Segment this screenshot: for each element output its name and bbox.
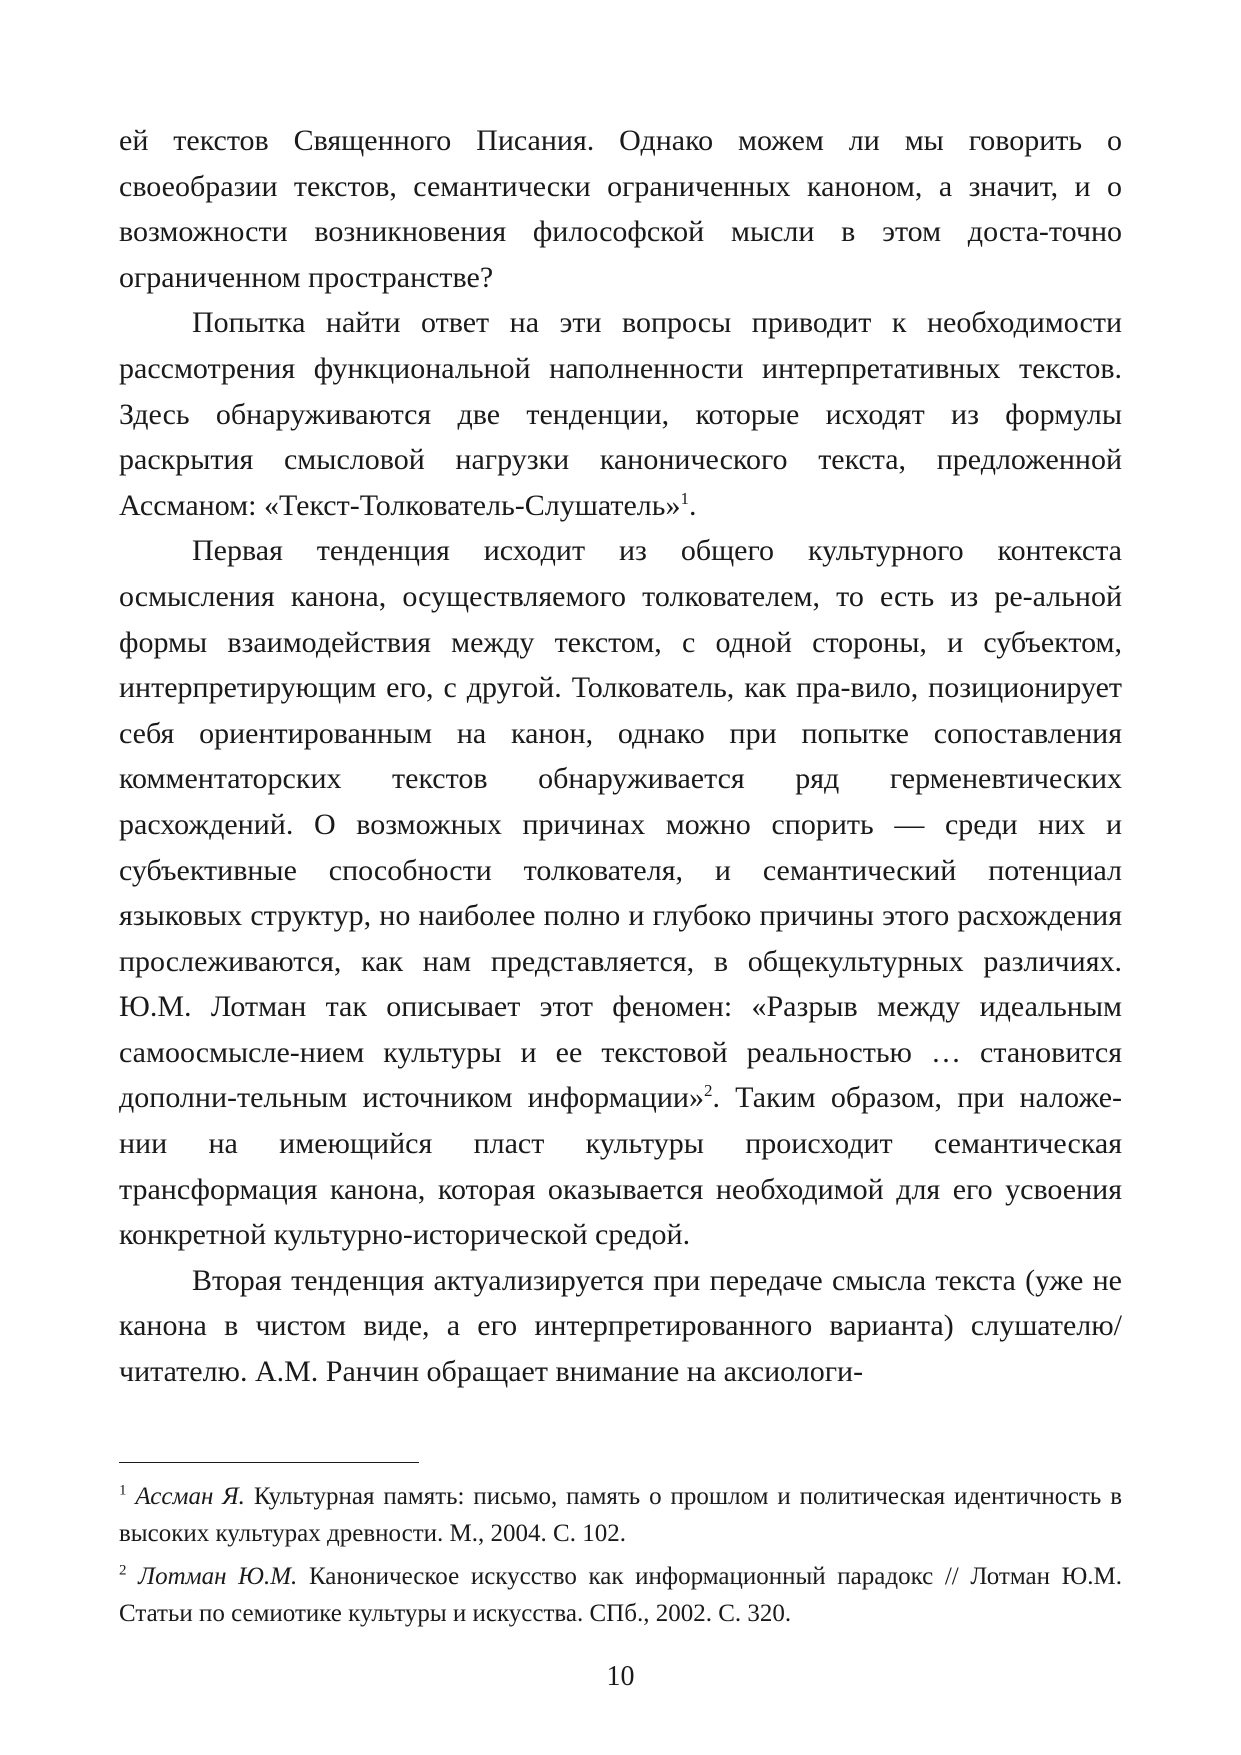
paragraph-3-text: Первая тенденция исходит из общего культурного контекста осмысления канона, осуществляемого толкователем, то есть из ре-альной формы взаимодействия между текстом, с одной стороны, и субъектом, интерпретирующим его, с другой. Толкователь, как пра-вило, позиционирует себя ориентированным на канон, однако при попытке сопоставления комментаторских текстов обнаруживается ряд герменевтических расхождений. О возможных причинах можно спорить — среди них и субъективные способности толкователя, и семантический потенциал языковых структур, но наиболее полно и глубоко причины этого расхождения прослеживаются, как нам представляется, в общекультурных различиях. Ю.М. Лотман так описывает этот феномен: «Разрыв между идеальным самоосмысле-нием культуры и ее текстовой реальностью … становится дополни-тельным источником информации» (119, 534, 1122, 1115)
footnote-ref-2[interactable]: 2 (703, 1081, 713, 1101)
body-text (119, 118, 1122, 1395)
paragraph-3-tail: . Таким образом, при наложе-нии на имеющийся пласт культуры происходит семантическая трансформация канона, которая оказывается необходимой для его усвоения конкретной культурно-исторической средой. (119, 1081, 1122, 1252)
footnote-1-number: 1 (119, 1482, 127, 1499)
paragraph-4 (119, 1258, 1122, 1395)
footnotes (119, 1478, 1122, 1632)
footnote-1-text: Культурная память: письмо, память о прошлом и политическая идентичность в высоких культурах древности. М., 2004. С. 102. (119, 1483, 1123, 1547)
paragraph-1-text: ей текстов Священного Писания. Однако можем ли мы говорить о своеобразии текстов, семантически ограниченных каноном, а значит, и о возможности возникновения философской мысли в этом доста-точно ограниченном пространстве? (119, 124, 1122, 294)
footnote-2-number: 2 (119, 1562, 127, 1579)
footnote-2 (119, 1558, 1122, 1632)
paragraph-1 (119, 118, 1122, 300)
footnote-ref-1[interactable]: 1 (680, 488, 689, 508)
footnote-1-author: Ассман Я. (135, 1483, 245, 1510)
footnote-divider (119, 1462, 419, 1463)
footnote-2-author: Лотман Ю.М. (138, 1563, 298, 1590)
page-number: 10 (606, 1661, 635, 1692)
paragraph-2 (119, 300, 1122, 528)
paragraph-3 (119, 528, 1122, 1258)
paragraph-4-text: Вторая тенденция актуализируется при передаче смысла текста (уже не канона в чистом виде, а его интерпретированного варианта) слушателю/читателю. А.М. Ранчин обращает внимание на аксиологи- (119, 1263, 1122, 1389)
paragraph-2-tail: . (688, 488, 697, 522)
paragraph-2-text: Попытка найти ответ на эти вопросы приводит к необходимости рассмотрения функциональной наполненности интерпретативных текстов. Здесь обнаруживаются две тенденции, которые исходят из формулы раскрытия смысловой нагрузки канонического текста, предложенной Ассманом: «Текст-Толкователь-Слушатель» (119, 306, 1122, 522)
footnote-1 (119, 1478, 1122, 1552)
footnote-2-text: Каноническое искусство как информационный парадокс // Лотман Ю.М. Статьи по семиотике культуры и искусства. СПб., 2002. С. 320. (119, 1563, 1123, 1627)
